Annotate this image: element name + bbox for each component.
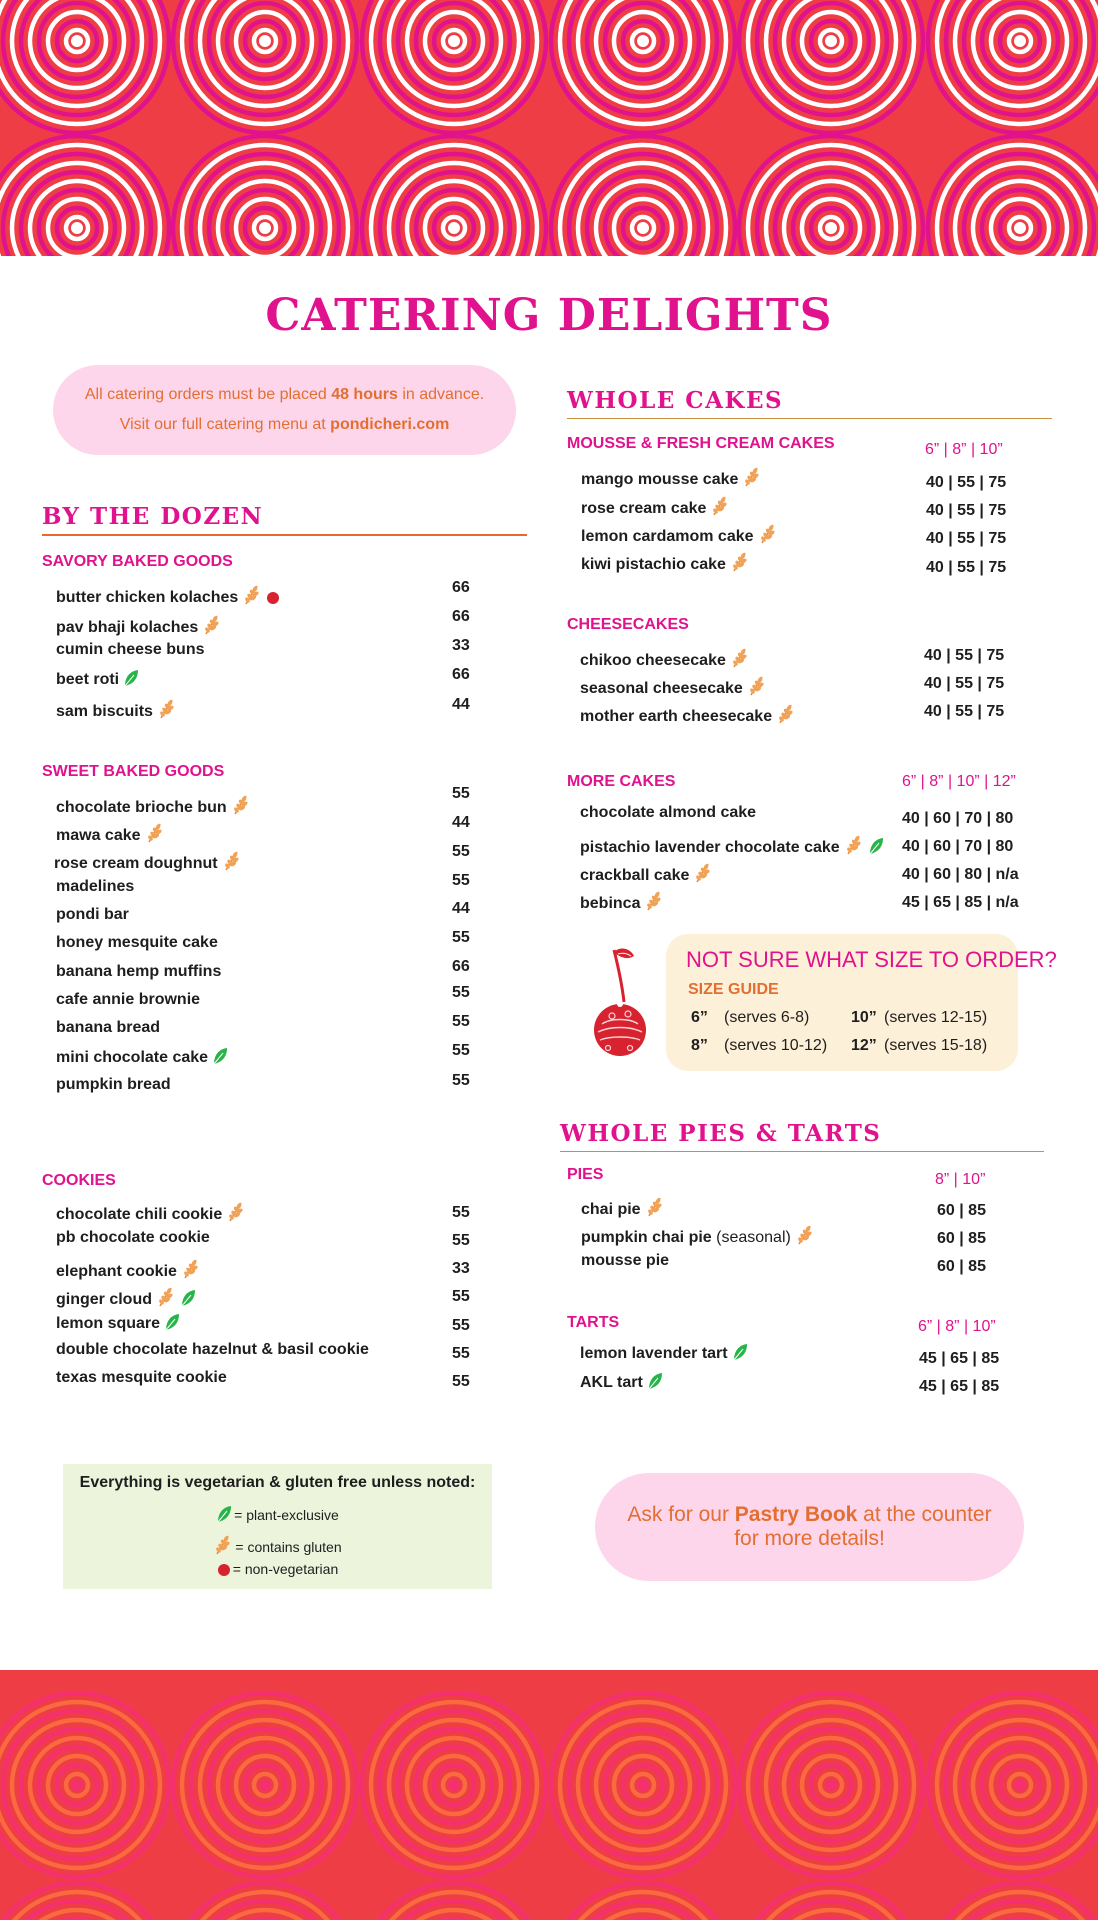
pies-size-header: 8” | 10” <box>935 1171 986 1188</box>
leaf-icon <box>180 1289 196 1307</box>
leaf-icon <box>732 1343 748 1361</box>
wheat-icon <box>693 861 713 883</box>
section-title-by-the-dozen: BY THE DOZEN <box>42 503 527 536</box>
menu-item <box>54 849 242 873</box>
menu-item-name: rose cream doughnut <box>54 855 218 872</box>
menu-item-price: 40 | 55 | 75 <box>924 647 1005 664</box>
menu-item <box>56 821 165 845</box>
section-title-pies-tarts: WHOLE PIES & TARTS <box>560 1120 1044 1152</box>
menu-item-price: 40 | 55 | 75 <box>926 502 1007 519</box>
menu-item-price: 66 <box>452 958 470 975</box>
menu-item-price: 55 <box>452 1345 470 1362</box>
menu-item-price: 45 | 65 | 85 | n/a <box>902 894 1019 911</box>
wheat-icon <box>242 583 262 605</box>
menu-item-name: mawa cake <box>56 827 141 844</box>
menu-item-price: 44 <box>452 900 470 917</box>
wheat-icon <box>226 1200 246 1222</box>
menu-item-name: chocolate almond cake <box>580 804 757 821</box>
size-guide-title: NOT SURE WHAT SIZE TO ORDER? <box>686 947 1057 972</box>
menu-item-name: banana hemp muffins <box>56 963 222 980</box>
menu-item <box>581 550 750 574</box>
menu-item-price: 55 <box>452 929 470 946</box>
menu-item-name: chai pie <box>581 1201 641 1218</box>
menu-item-name: crackball cake <box>580 867 690 884</box>
menu-item-name: beet roti <box>56 671 120 688</box>
size-guide-size: 8” <box>691 1037 708 1054</box>
menu-item-price: 66 <box>452 579 470 596</box>
menu-item-price: 55 <box>452 1317 470 1334</box>
menu-item-name: lemon lavender tart <box>580 1345 728 1362</box>
menu-item-name: cafe annie brownie <box>56 991 201 1008</box>
page-title: CATERING DELIGHTS <box>265 290 833 341</box>
wheat-icon <box>730 550 750 572</box>
category-sweet: SWEET BAKED GOODS <box>42 763 225 780</box>
menu-item <box>581 465 762 489</box>
leaf-icon <box>868 837 884 855</box>
menu-item <box>56 1369 227 1387</box>
wheat-icon <box>156 1285 176 1307</box>
menu-item-name: texas mesquite cookie <box>56 1369 227 1386</box>
notice-text-end: in advance. <box>397 386 485 403</box>
menu-item <box>580 1343 748 1363</box>
category-pies: PIES <box>567 1166 604 1183</box>
menu-item-name: seasonal cheesecake <box>580 680 743 697</box>
legend-plant-text: = plant-exclusive <box>234 1507 339 1523</box>
wheat-icon <box>776 702 796 724</box>
menu-item-price: 55 <box>452 984 470 1001</box>
menu-item-name: butter chicken kolaches <box>56 589 239 606</box>
menu-item <box>580 674 767 698</box>
menu-item-name: pumpkin chai pie <box>581 1229 712 1246</box>
menu-item <box>580 1372 663 1392</box>
menu-item <box>580 646 750 670</box>
menu-item <box>56 934 218 952</box>
red-dot-icon <box>266 591 280 605</box>
menu-item-price: 60 | 85 <box>937 1202 986 1219</box>
menu-item-name: lemon cardamom cake <box>581 528 754 545</box>
wheat-icon <box>645 1195 665 1217</box>
menu-item-name: mini chocolate cake <box>56 1049 209 1066</box>
top-pattern-banner <box>0 0 1098 256</box>
wheat-icon <box>710 494 730 516</box>
menu-item-name: mango mousse cake <box>581 471 739 488</box>
size-guide-serves: (serves 12-15) <box>884 1009 988 1026</box>
notice-hours: 48 hours <box>331 386 398 403</box>
menu-item <box>56 1285 196 1309</box>
category-mousse: MOUSSE & FRESH CREAM CAKES <box>567 435 835 452</box>
menu-item-name: pistachio lavender chocolate cake <box>580 839 840 856</box>
wheat-icon <box>747 674 767 696</box>
menu-item-price: 40 | 60 | 70 | 80 <box>902 810 1014 827</box>
size-guide-serves: (serves 10-12) <box>724 1037 828 1054</box>
menu-item <box>56 583 280 607</box>
wheat-icon <box>231 793 251 815</box>
menu-item-price: 55 <box>452 1288 470 1305</box>
menu-item-price: 40 | 60 | 70 | 80 <box>902 838 1014 855</box>
size-guide-size: 10” <box>851 1009 877 1026</box>
menu-item-price: 45 | 65 | 85 <box>919 1378 1000 1395</box>
legend-gluten <box>63 1533 492 1555</box>
wheat-icon <box>181 1257 201 1279</box>
menu-item <box>56 963 221 981</box>
menu-item <box>581 1223 815 1247</box>
menu-item <box>580 702 796 726</box>
wheat-icon <box>644 889 664 911</box>
menu-item-note: (seasonal) <box>711 1229 791 1246</box>
menu-item-price: 55 <box>452 1204 470 1221</box>
menu-item <box>56 878 134 896</box>
legend-gluten-text: = contains gluten <box>235 1539 342 1555</box>
menu-item <box>56 1200 246 1224</box>
menu-item <box>56 906 129 924</box>
pastry-book-callout <box>595 1473 1024 1581</box>
leaf-icon <box>212 1047 228 1065</box>
menu-item <box>580 889 664 913</box>
menu-item <box>580 861 713 885</box>
menu-item-price: 55 <box>452 1042 470 1059</box>
category-savory: SAVORY BAKED GOODS <box>42 553 233 570</box>
size-guide-size: 12” <box>851 1037 877 1054</box>
menu-item <box>56 697 177 721</box>
leaf-icon <box>164 1313 180 1331</box>
pastry-book-name: Pastry Book <box>734 1503 858 1526</box>
menu-item <box>581 1195 665 1219</box>
menu-item-price: 40 | 55 | 75 <box>924 675 1005 692</box>
leaf-icon <box>216 1505 232 1523</box>
menu-item-name: elephant cookie <box>56 1263 177 1280</box>
wheat-icon <box>222 849 242 871</box>
menu-item-price: 44 <box>452 814 470 831</box>
menu-item-name: chocolate brioche bun <box>56 799 227 816</box>
menu-item-price: 40 | 55 | 75 <box>926 559 1007 576</box>
size-guide-serves: (serves 15-18) <box>884 1037 988 1054</box>
pastry-text-end: at the counter <box>857 1503 992 1526</box>
wheat-icon <box>730 646 750 668</box>
menu-item-price: 40 | 60 | 80 | n/a <box>902 866 1019 883</box>
menu-item-name: double chocolate hazelnut & basil cookie <box>56 1341 369 1358</box>
wheat-icon <box>213 1533 233 1555</box>
wheat-icon <box>202 613 222 635</box>
section-title-whole-cakes: WHOLE CAKES <box>567 387 1052 419</box>
menu-item-name: madelines <box>56 878 135 895</box>
legend-plant <box>63 1505 492 1523</box>
wheat-icon <box>795 1223 815 1245</box>
menu-item-name: ginger cloud <box>56 1291 152 1308</box>
menu-item <box>56 1313 180 1333</box>
category-cheesecakes: CHEESECAKES <box>567 616 689 633</box>
menu-item <box>581 522 778 546</box>
menu-item <box>56 613 222 637</box>
menu-item <box>56 991 200 1009</box>
red-dot-icon <box>217 1563 231 1577</box>
menu-item <box>581 1252 669 1270</box>
pastry-details-text: for more details! <box>734 1527 885 1550</box>
wheat-icon <box>157 697 177 719</box>
legend-nonveg-text: = non-vegetarian <box>232 1561 339 1577</box>
advance-order-notice <box>53 365 516 455</box>
menu-item-price: 55 <box>452 1373 470 1390</box>
menu-item <box>56 793 251 817</box>
menu-item-name: pondi bar <box>56 906 129 923</box>
menu-item <box>580 804 756 822</box>
menu-item-name: honey mesquite cake <box>56 934 218 951</box>
menu-item-price: 66 <box>452 666 470 683</box>
menu-item-name: chocolate chili cookie <box>56 1206 223 1223</box>
bottom-pattern-banner <box>0 1670 1098 1920</box>
menu-item-price: 60 | 85 <box>937 1230 986 1247</box>
menu-item <box>56 641 205 659</box>
menu-item-price: 45 | 65 | 85 <box>919 1350 1000 1367</box>
menu-item <box>56 1076 171 1094</box>
legend-title: Everything is vegetarian & gluten free unless noted: <box>79 1474 476 1491</box>
menu-item-name: lemon square <box>56 1315 161 1332</box>
menu-item <box>580 833 884 857</box>
menu-item-price: 33 <box>452 1260 470 1277</box>
menu-item-name: pav bhaji kolaches <box>56 619 199 636</box>
size-guide-subtitle: SIZE GUIDE <box>688 981 779 998</box>
menu-item <box>56 1019 160 1037</box>
wheat-icon <box>844 833 864 855</box>
menu-item-name: bebinca <box>580 895 641 912</box>
menu-item-price: 33 <box>452 637 470 654</box>
menu-item-price: 55 <box>452 785 470 802</box>
menu-item-price: 55 <box>452 1232 470 1249</box>
menu-item-price: 55 <box>452 872 470 889</box>
menu-item-price: 40 | 55 | 75 <box>926 530 1007 547</box>
menu-item-name: rose cream cake <box>581 500 707 517</box>
size-guide-size: 6” <box>691 1009 708 1026</box>
menu-item-name: banana bread <box>56 1019 161 1036</box>
mousse-size-header: 6” | 8” | 10” <box>925 441 1003 458</box>
menu-item-name: cumin cheese buns <box>56 641 205 658</box>
menu-item <box>56 1229 210 1247</box>
pastry-text: Ask for our <box>627 1503 735 1526</box>
notice-visit-text: Visit our full catering menu at <box>119 416 331 433</box>
leaf-icon <box>123 669 139 687</box>
menu-item-name: kiwi pistachio cake <box>581 556 726 573</box>
menu-item-name: pumpkin bread <box>56 1076 171 1093</box>
category-more-cakes: MORE CAKES <box>567 773 676 790</box>
menu-item <box>56 669 139 689</box>
menu-item-name: mousse pie <box>581 1252 670 1269</box>
legend-nonveg <box>63 1561 492 1577</box>
menu-item-name: AKL tart <box>580 1374 643 1391</box>
leaf-icon <box>647 1372 663 1390</box>
menu-item <box>581 494 730 518</box>
menu-item <box>56 1257 201 1281</box>
menu-item-price: 40 | 55 | 75 <box>924 703 1005 720</box>
menu-item-price: 55 <box>452 843 470 860</box>
menu-item <box>56 1047 228 1067</box>
menu-item-name: chikoo cheesecake <box>580 652 726 669</box>
menu-item-price: 60 | 85 <box>937 1258 986 1275</box>
website-link[interactable]: pondicheri.com <box>330 416 450 433</box>
size-guide-serves: (serves 6-8) <box>724 1009 810 1026</box>
notice-text: All catering orders must be placed <box>84 386 332 403</box>
tarts-size-header: 6” | 8” | 10” <box>918 1318 996 1335</box>
menu-item-name: pb chocolate cookie <box>56 1229 210 1246</box>
wheat-icon <box>145 821 165 843</box>
more-cakes-size-header: 6” | 8” | 10” | 12” <box>902 773 1016 790</box>
menu-item-price: 66 <box>452 608 470 625</box>
wheat-icon <box>742 465 762 487</box>
menu-item-price: 40 | 55 | 75 <box>926 474 1007 491</box>
menu-item <box>56 1341 369 1359</box>
menu-item-price: 55 <box>452 1013 470 1030</box>
menu-item-name: sam biscuits <box>56 703 153 720</box>
category-tarts: TARTS <box>567 1314 620 1331</box>
menu-item-price: 55 <box>452 1072 470 1089</box>
category-cookies: COOKIES <box>42 1172 116 1189</box>
cherry-illustration <box>588 944 658 1067</box>
wheat-icon <box>758 522 778 544</box>
menu-item-name: mother earth cheesecake <box>580 708 773 725</box>
menu-item-price: 44 <box>452 696 470 713</box>
